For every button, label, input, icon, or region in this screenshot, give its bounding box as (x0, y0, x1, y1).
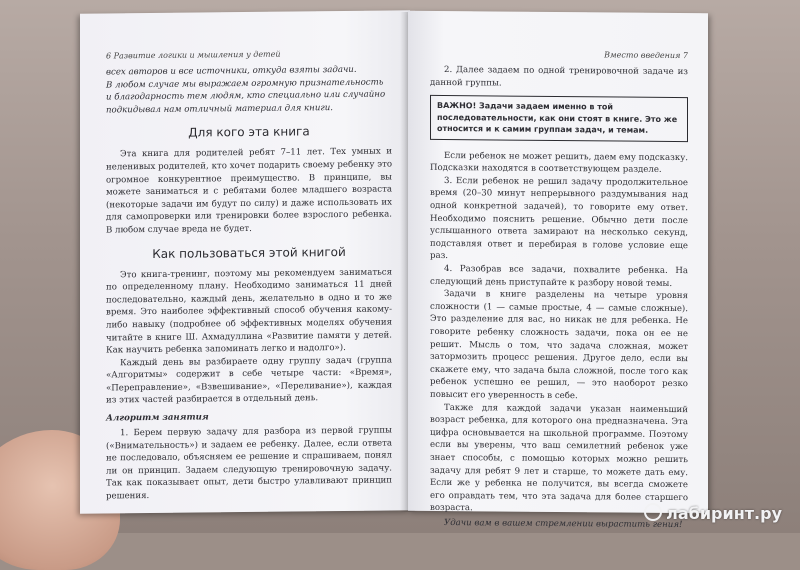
intro-line: всех авторов и все источники, откуда взяты задачи. (106, 64, 357, 78)
heading-for-whom: Для кого эта книга (188, 124, 310, 140)
paragraph: Это книга-тренинг, поэтому мы рекомендуем заниматься по определенному плану. Необходимо заниматься 11 дней последовательно, каждый день, желательно в одно и то же время. Это наиболее эффективный способ обучения какому-либо навыку (подробнее об эффективных моделях обучения читайте в книге Ш. Ахмадуллина «Развитие памяти у детей. Как научить ребенка запоминать легко и надолго»). (106, 266, 392, 356)
paragraph: 3. Если ребенок не решил задачу продолжительное время (20–30 минут непрерывного раздумывания над одной конкретной задачей), то говорите ему ответ. Необходимо пояснить решение. Обычно дети после услышанного ответа замирают на несколько секунд, подставляя ответ и перебирая в голове условие еще раз. (430, 175, 688, 262)
closing-line: Удачи вам в вашем стремлении вырастить гения! (444, 517, 683, 530)
paragraph: Задачи в книге разделены на четыре уровня сложности (1 — самые простые, 4 — самые сложные). Это разделение для вас, но никак не для ребенка. Не говорите ребенку сложность задачи, пока он ее не решит. Мысль о том, что задача сложная, может затормозить процесс решения. Другое дело, если вы скажете ему, что задача была сложной, после того как ребенок успешно ее решил, — это наоборот резко повысит его уверенность в себе. (430, 289, 688, 402)
important-note-box: ВАЖНО! Задачи задаем именно в той последовательности, как они стоят в книге. Это же относится и к самим группам задач, и темам. (430, 95, 688, 142)
heading-how-to-use: Как пользоваться этой книгой (152, 244, 346, 261)
paragraph: 4. Разобрав все задачи, похвалите ребенка. На следующий день приступайте к разбору новой темы. (430, 264, 688, 289)
paragraph: Каждый день вы разбираете одну группу задач (группа «Алгоритмы» содержит в себе четыре части: «Время», «Перепрaвление», «Взвешивание», «Переливание»), каждая из этих частей разбирается в отдельный день. (106, 355, 392, 406)
running-head-right: Вместо введения 7 (604, 50, 688, 61)
intro-line: и благодарность тем людям, кто специально или случайно (106, 89, 386, 103)
left-page (80, 10, 410, 513)
subheading-algorithm: Алгоритм занятия (106, 412, 209, 424)
right-page (408, 11, 708, 530)
watermark-text: лабиринт.ру (666, 504, 782, 523)
open-book (60, 12, 700, 530)
paragraph: Если ребенок не может решить, даем ему подсказку. Подсказки находятся в соответствующем разделе. (430, 150, 688, 176)
paragraph: 1. Берем первую задачу для разбора из первой группы («Внимательность») и задаем ее ребенку. Далее, если ответа не последовало, объясняем ее решение и спрашиваем, понял ли он принцип. Задаем следующую тренировочную задачу. Так как показывает опыт, дети быстро улавливают принцип решения. (106, 425, 392, 502)
intro-line: подкидывал нам отличный материал для книги. (106, 102, 333, 116)
labirint-logo-icon (644, 503, 662, 521)
intro-line: В любом случае мы выражаем огромную признательность (106, 77, 384, 91)
paragraph: 2. Далее задаем по одной тренировочной задаче из данной группы. (430, 65, 688, 89)
watermark (644, 503, 782, 523)
running-head-left: 6 Развитие логики и мышления у детей (106, 49, 281, 61)
paragraph: Эта книга для родителей ребят 7–11 лет. Тех умных и неленивых родителей, кто хочет подарить своему ребенку это огромное конкурентное преимущество. В принципе, вы можете заниматься и с ребятами более младшего возраста (некоторые задачи им будут по силу) и даже использовать их для самопроверки или тренировки более взрослого ребенка. В любом случае вреда не будет. (106, 146, 392, 236)
paragraph: Также для каждой задачи указан наименьший возраст ребенка, для которого она предназначена. Эта цифра основывается на школьной программе. Поэтому если вы уверены, что ваш семилетний ребенок уже знает способы, с помощью которых можно решить задачу для ребят 9 лет и старше, то можете дать ему. Если же у ребенка не получится, вы всегда сможете его оправдать тем, что эта задача для более старшего возраста. (430, 402, 688, 514)
